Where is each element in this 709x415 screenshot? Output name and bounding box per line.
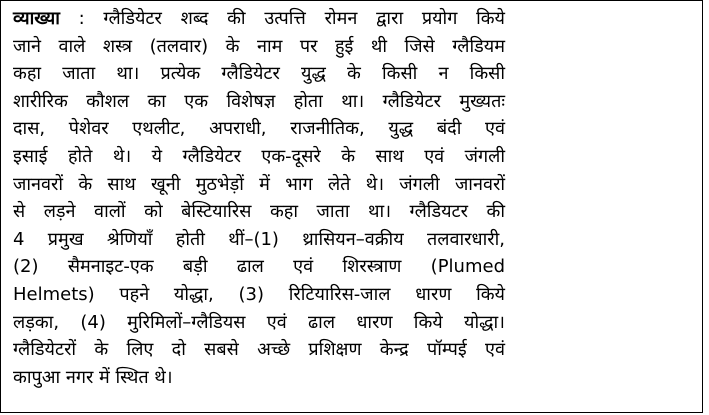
passage-heading: व्याख्या [13,8,60,29]
passage-line: कापुआ नगर में स्थित थे। [13,366,173,388]
passage-line: शारीरिक कौशल का एक विशेषज्ञ होता था। ग्लैडियेटर मुख्यतः [13,90,505,112]
passage-line: कहा जाता था। प्रत्येक ग्लैडियेटर युद्ध के किसी न किसी [13,63,505,85]
passage-line: जाने वाले शस्त्र (तलवार) के नाम पर हुई थी जिसे ग्लैडियम [13,35,505,57]
passage-line: 4 प्रमुख श्रेणियाँ होती थीं–(1) थ्रासियन–वक्रीय तलवारधारी, [13,228,505,250]
passage-line: दास, पेशेवर एथलीट, अपराधी, राजनीतिक, युद्ध बंदी एवं [13,118,505,140]
passage-line: से लड़ने वालों को बेस्टियारिस कहा जाता था। ग्लैडियटर की [13,201,505,223]
passage-text [13,5,505,391]
passage-line: लड़का, (4) मुरिमिलों–ग्लैडियस एवं ढाल धारण किये योद्धा। [13,311,505,333]
passage-line: इसाई होते थे। ये ग्लैडियेटर एक-दूसरे के साथ एवं जंगली [13,145,505,167]
passage-line: (2) सैमनाइट-एक बड़ी ढाल एवं शिरस्त्राण (Plumed [13,256,505,278]
passage-line-text: : ग्लैडियेटर शब्द की उत्पत्ति रोमन द्वारा प्रयोग किये [59,8,505,29]
passage-line: ग्लैडियेटरों के लिए दो सबसे अच्छे प्रशिक्षण केन्द्र पॉम्पई एवं [13,339,505,361]
passage-line: जानवरों के साथ खूनी मुठभेड़ों में भाग लेते थे। जंगली जानवरों [13,173,505,195]
passage-line: Helmets) पहने योद्धा, (3) रिटियारिस-जाल धारण किये [13,283,505,305]
passage-line [13,5,505,33]
